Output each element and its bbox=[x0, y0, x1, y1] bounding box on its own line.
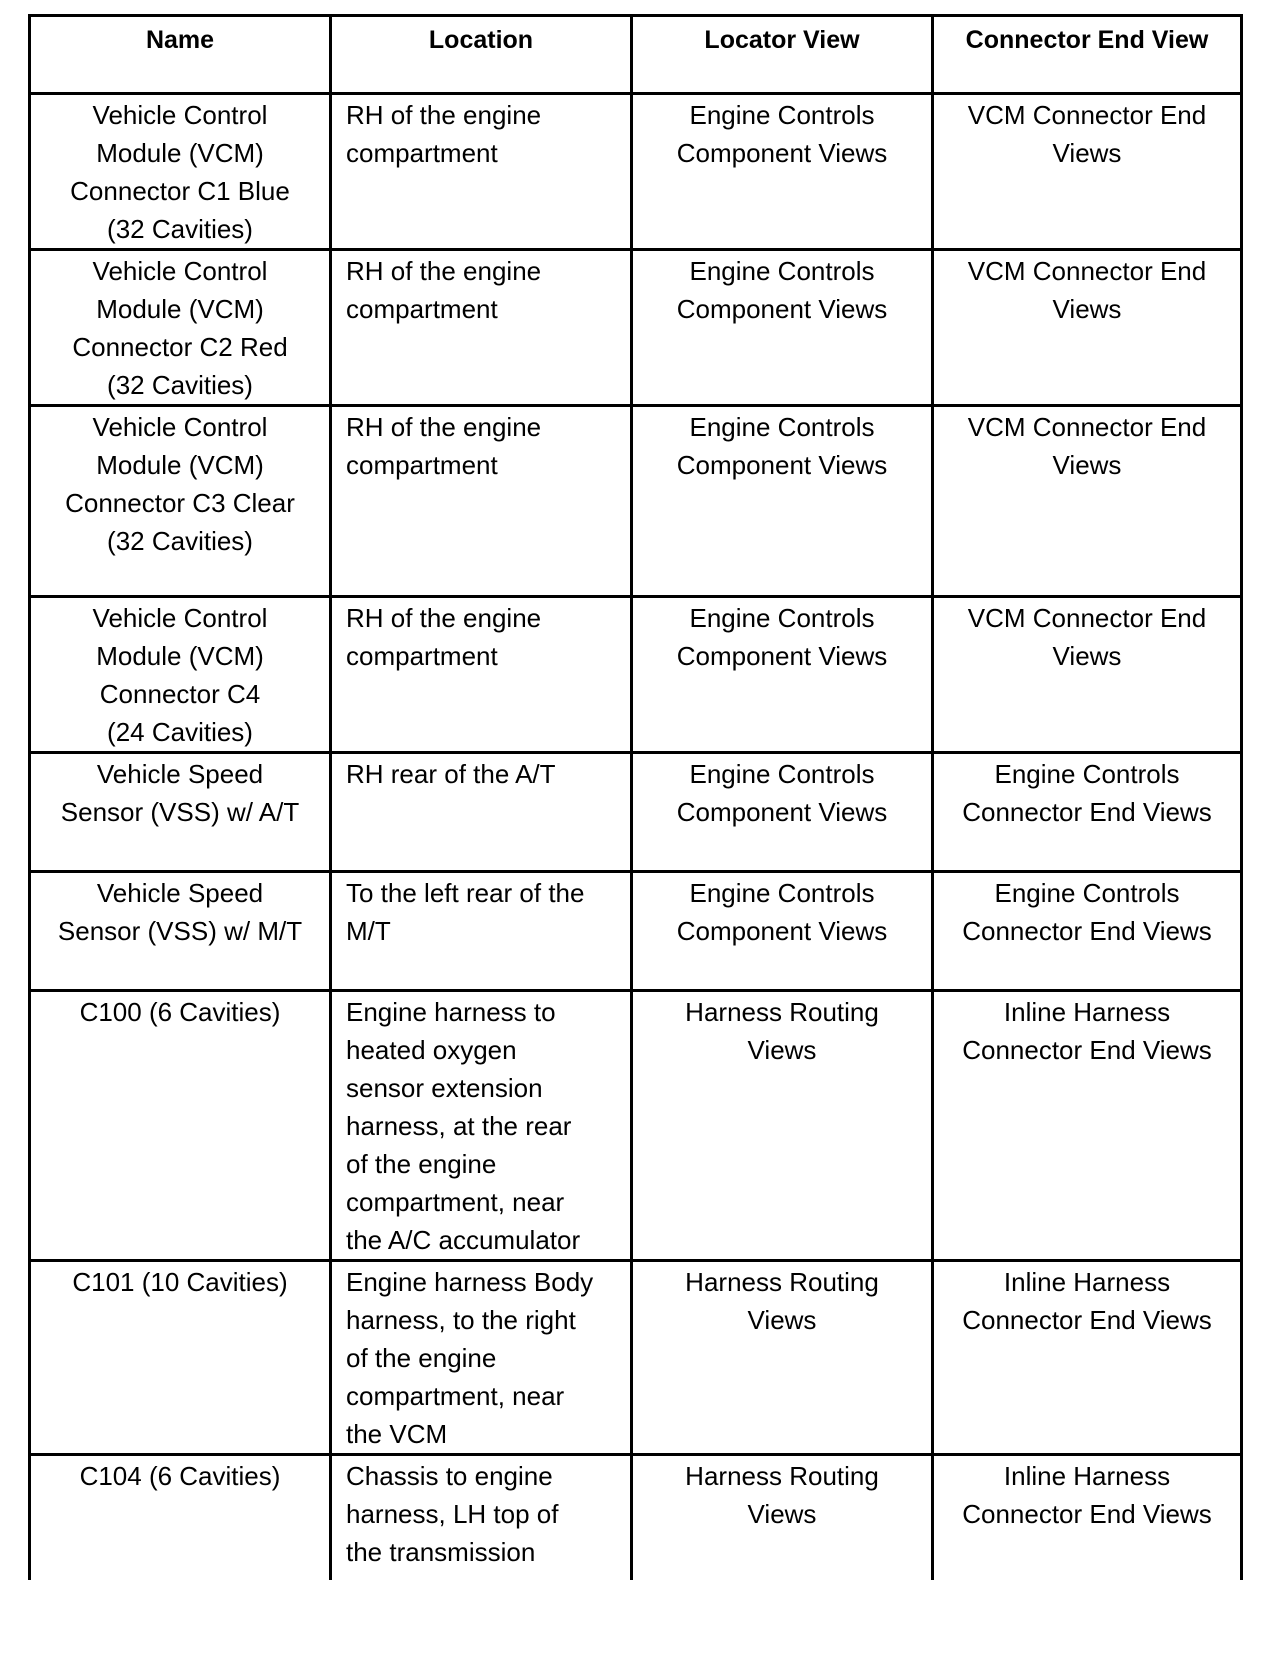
table-row bbox=[30, 872, 1242, 991]
locator-view-text: Engine Controls Component Views bbox=[676, 603, 888, 671]
location-text: Chassis to engine harness, LH top of the transmission bbox=[346, 1461, 559, 1567]
cell-locator-view bbox=[632, 597, 933, 753]
locator-view-text: Engine Controls Component Views bbox=[676, 878, 888, 946]
cell-connector-end-view bbox=[933, 94, 1242, 250]
cell-name bbox=[30, 991, 331, 1261]
connector-end-view-text: VCM Connector End Views bbox=[967, 412, 1207, 480]
name-text: C104 (6 Cavities) bbox=[79, 1461, 281, 1491]
column-header-connector-end-view: Connector End View bbox=[933, 16, 1242, 94]
name-text: Vehicle Control Module (VCM) Connector C3 Clear (32 Cavities) bbox=[65, 412, 295, 556]
location-text: RH of the engine compartment bbox=[346, 100, 542, 168]
connector-end-view-text: Inline Harness Connector End Views bbox=[962, 1267, 1212, 1335]
connector-end-view-text: Inline Harness Connector End Views bbox=[962, 997, 1212, 1065]
name-text: C101 (10 Cavities) bbox=[72, 1267, 288, 1297]
table-body bbox=[30, 94, 1242, 1580]
cell-name bbox=[30, 597, 331, 753]
name-text: Vehicle Control Module (VCM) Connector C2 Red (32 Cavities) bbox=[72, 256, 288, 400]
cell-locator-view bbox=[632, 1455, 933, 1580]
column-header-location: Location bbox=[331, 16, 632, 94]
cell-connector-end-view bbox=[933, 1261, 1242, 1455]
name-text: C100 (6 Cavities) bbox=[79, 997, 281, 1027]
location-text: RH rear of the A/T bbox=[346, 759, 556, 789]
connector-end-view-text: Inline Harness Connector End Views bbox=[962, 1461, 1212, 1529]
location-text: RH of the engine compartment bbox=[346, 412, 542, 480]
cell-locator-view bbox=[632, 872, 933, 991]
cell-connector-end-view bbox=[933, 1455, 1242, 1580]
name-text: Vehicle Control Module (VCM) Connector C4 (24 Cavities) bbox=[92, 603, 268, 747]
locator-view-text: Engine Controls Component Views bbox=[676, 100, 888, 168]
cell-connector-end-view bbox=[933, 991, 1242, 1261]
table-row bbox=[30, 250, 1242, 406]
locator-view-text: Harness Routing Views bbox=[685, 1461, 879, 1529]
connector-end-view-text: VCM Connector End Views bbox=[967, 256, 1207, 324]
name-text: Vehicle Speed Sensor (VSS) w/ A/T bbox=[60, 759, 300, 827]
cell-locator-view bbox=[632, 94, 933, 250]
cell-name bbox=[30, 250, 331, 406]
cell-connector-end-view bbox=[933, 250, 1242, 406]
locator-view-text: Engine Controls Component Views bbox=[676, 256, 888, 324]
cell-location bbox=[331, 94, 632, 250]
table-row bbox=[30, 991, 1242, 1261]
table-row bbox=[30, 94, 1242, 250]
column-header-locator-view: Locator View bbox=[632, 16, 933, 94]
table-row bbox=[30, 1261, 1242, 1455]
locator-view-text: Harness Routing Views bbox=[685, 997, 879, 1065]
header-row bbox=[30, 16, 1242, 94]
table-row bbox=[30, 406, 1242, 597]
cell-location bbox=[331, 753, 632, 872]
location-text: Engine harness Body harness, to the right of the engine compartment, near the VCM bbox=[346, 1267, 594, 1449]
connector-end-view-text: VCM Connector End Views bbox=[967, 100, 1207, 168]
locator-view-text: Engine Controls Component Views bbox=[676, 759, 888, 827]
location-text: To the left rear of the M/T bbox=[346, 878, 585, 946]
connector-location-table bbox=[28, 14, 1243, 1580]
cell-location bbox=[331, 597, 632, 753]
cell-location bbox=[331, 872, 632, 991]
cell-name bbox=[30, 872, 331, 991]
name-text: Vehicle Speed Sensor (VSS) w/ M/T bbox=[57, 878, 303, 946]
locator-view-text: Harness Routing Views bbox=[685, 1267, 879, 1335]
table-row bbox=[30, 753, 1242, 872]
cell-connector-end-view bbox=[933, 872, 1242, 991]
cell-location bbox=[331, 1455, 632, 1580]
cell-connector-end-view bbox=[933, 406, 1242, 597]
table-row bbox=[30, 1455, 1242, 1580]
cell-locator-view bbox=[632, 1261, 933, 1455]
table-header bbox=[30, 16, 1242, 94]
name-text: Vehicle Control Module (VCM) Connector C1 Blue (32 Cavities) bbox=[70, 100, 290, 244]
cell-locator-view bbox=[632, 406, 933, 597]
location-text: RH of the engine compartment bbox=[346, 603, 542, 671]
cell-name bbox=[30, 94, 331, 250]
locator-view-text: Engine Controls Component Views bbox=[676, 412, 888, 480]
cell-name bbox=[30, 1455, 331, 1580]
connector-end-view-text: Engine Controls Connector End Views bbox=[962, 759, 1212, 827]
cell-connector-end-view bbox=[933, 597, 1242, 753]
location-text: RH of the engine compartment bbox=[346, 256, 542, 324]
connector-end-view-text: Engine Controls Connector End Views bbox=[962, 878, 1212, 946]
table-row bbox=[30, 597, 1242, 753]
column-header-name: Name bbox=[30, 16, 331, 94]
location-text: Engine harness to heated oxygen sensor extension harness, at the rear of the engine compartment, near the A/C accumulator bbox=[346, 997, 581, 1255]
cell-location bbox=[331, 1261, 632, 1455]
cell-location bbox=[331, 250, 632, 406]
cell-locator-view bbox=[632, 753, 933, 872]
cell-name bbox=[30, 1261, 331, 1455]
connector-end-view-text: VCM Connector End Views bbox=[967, 603, 1207, 671]
cell-name bbox=[30, 406, 331, 597]
cell-location bbox=[331, 406, 632, 597]
cell-connector-end-view bbox=[933, 753, 1242, 872]
cell-name bbox=[30, 753, 331, 872]
cell-location bbox=[331, 991, 632, 1261]
cell-locator-view bbox=[632, 991, 933, 1261]
cell-locator-view bbox=[632, 250, 933, 406]
